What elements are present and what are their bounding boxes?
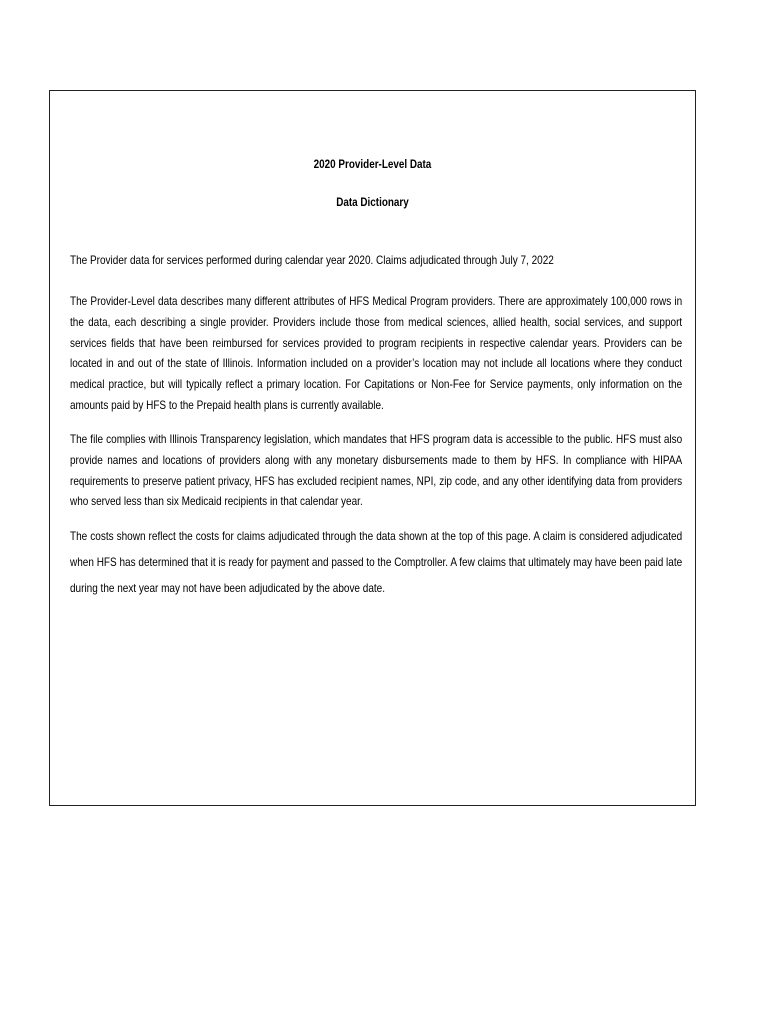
description-paragraph: The Provider-Level data describes many different attributes of HFS Medical Program providers. There are approximately 100,000 rows in the data, each describing a single provider. Providers include those from medical sciences, allied health, social services, and support services fields that have been reimbursed for services provided to program recipients in respective calendar years. Providers can be located in and out of the state of Illinois. Information included on a provider’s location may not include all locations where they conduct medical practice, but will typically reflect a primary location. For Capitations or Non-Fee for Service payments, only information on the amounts paid by HFS to the Prepaid health plans is currently available. <box>70 295 683 412</box>
document-title: 2020 Provider-Level Data <box>313 159 432 171</box>
intro-paragraph: The Provider data for services performed during calendar year 2020. Claims adjudicated through July 7, 2022 <box>70 254 554 267</box>
transparency-paragraph: The file complies with Illinois Transparency legislation, which mandates that HFS program data is accessible to the public. HFS must also provide names and locations of providers along with any monetary disbursements made to them by HFS. In compliance with HIPAA requirements to preserve patient privacy, HFS has excluded recipient names, NPI, zip code, and any other identifying data from providers who served less than six Medicaid recipients in that calendar year. <box>70 433 683 509</box>
document-frame <box>49 90 696 806</box>
document-subtitle: Data Dictionary <box>336 197 409 209</box>
costs-paragraph: The costs shown reflect the costs for claims adjudicated through the data shown at the top of this page. A claim is considered adjudicated when HFS has determined that it is ready for payment and passed to the Comptroller. A few claims that ultimately may have been paid late during the next year may not have been adjudicated by the above date. <box>70 530 683 595</box>
